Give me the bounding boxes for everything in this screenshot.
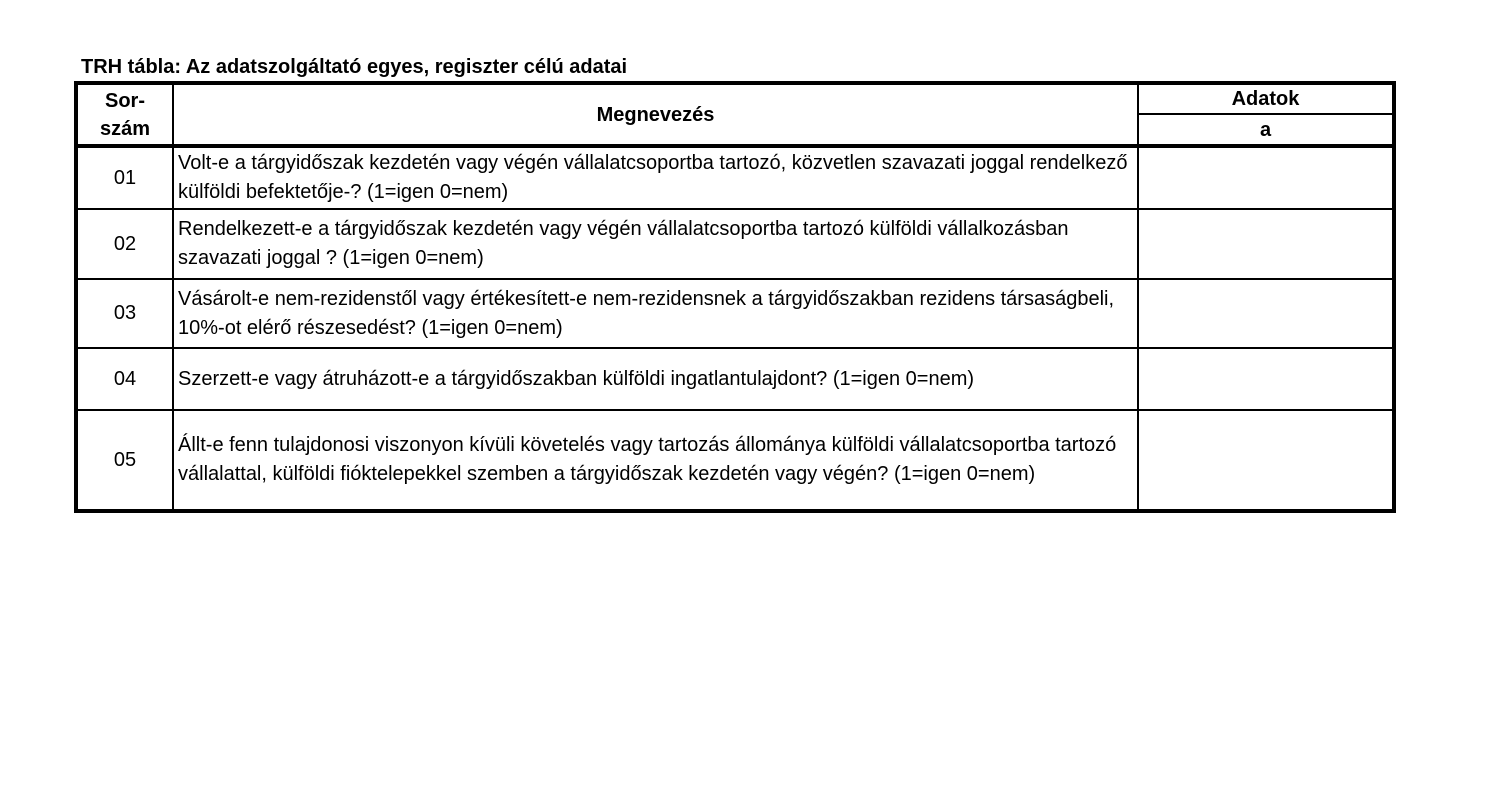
row-value-cell[interactable]	[1139, 411, 1392, 509]
header-sorszam-line1: Sor-	[105, 89, 145, 112]
row-number: 03	[113, 302, 137, 324]
row-number: 04	[113, 367, 137, 390]
row-value-cell[interactable]	[1139, 349, 1392, 409]
header-sorszam-line2: szám	[99, 117, 151, 140]
header-sorszam	[78, 85, 172, 144]
header-adatok: Adatok	[1231, 88, 1300, 110]
row-value-cell[interactable]	[1139, 148, 1392, 208]
row-number: 05	[113, 448, 137, 471]
row-description: Volt-e a tárgyidőszak kezdetén vagy végén vállalatcsoportba tartozó, közvetlen szavazati joggal rendelkező külföldi befektetője-? (1=igen 0=nem)	[178, 152, 1128, 203]
row-description: Vásárolt-e nem-rezidenstől vagy értékesített-e nem-rezidensnek a tárgyidőszakban rezidens társaságbeli, 10%-ot elérő részesedést? (1=igen 0=nem)	[178, 287, 1115, 339]
row-number: 01	[113, 166, 137, 189]
row-description: Szerzett-e vagy átruházott-e a tárgyidőszakban külföldi ingatlantulajdont? (1=igen 0=nem)	[178, 367, 975, 390]
row-value-cell[interactable]	[1139, 280, 1392, 347]
row-number: 02	[113, 232, 137, 255]
row-description: Rendelkezett-e a tárgyidőszak kezdetén vagy végén vállalatcsoportba tartozó külföldi vállalkozásban szavazati joggal ? (1=igen 0=nem)	[178, 218, 1069, 269]
trh-table	[74, 81, 1396, 513]
row-value-cell[interactable]	[1139, 210, 1392, 278]
header-col-a: a	[1259, 118, 1272, 141]
table-title: TRH tábla: Az adatszolgáltató egyes, regiszter célú adatai	[81, 56, 628, 78]
header-megnevezes: Megnevezés	[596, 103, 715, 126]
row-description: Állt-e fenn tulajdonosi viszonyon kívüli követelés vagy tartozás állománya külföldi vállalatcsoportba tartozó vállalattal, külföldi fióktelepekkel szemben a tárgyidőszak kezdetén vagy végén? (1=igen 0=nem)	[178, 434, 1117, 485]
